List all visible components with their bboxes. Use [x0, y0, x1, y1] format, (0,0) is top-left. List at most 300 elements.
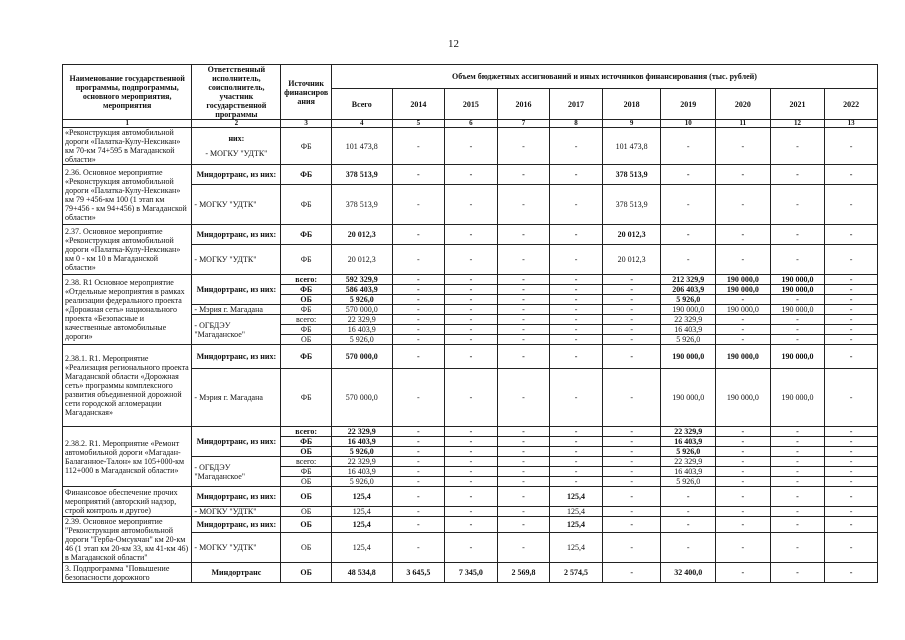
total-cell: 22 329,9	[331, 427, 392, 437]
year-value-cell: -	[392, 325, 445, 335]
year-value-cell: -	[445, 487, 498, 507]
executor-cell: - МОГКУ "УДТК"	[192, 245, 281, 275]
year-value-cell: -	[716, 295, 771, 305]
total-cell: 125,4	[331, 533, 392, 563]
table-row	[63, 275, 878, 285]
year-value-cell: -	[770, 507, 825, 517]
year-value-cell: -	[602, 563, 661, 583]
table-body	[63, 128, 878, 583]
year-value-cell: -	[497, 427, 550, 437]
year-value-cell: -	[770, 517, 825, 533]
executor-cell: - МОГКУ "УДТК"	[192, 533, 281, 563]
year-value-cell: -	[497, 487, 550, 507]
column-number: 5	[392, 120, 445, 128]
executor-cell: - Мэрия г. Магадана	[192, 305, 281, 315]
year-value-cell: -	[825, 437, 878, 447]
table-row	[63, 563, 878, 583]
column-numbers-row	[63, 120, 878, 128]
column-number: 4	[331, 120, 392, 128]
year-value-cell: -	[445, 369, 498, 427]
year-value-cell: 16 403,9	[661, 437, 716, 447]
source-cell: ФБ	[281, 345, 332, 369]
year-value-cell: -	[716, 225, 771, 245]
year-value-cell: -	[445, 305, 498, 315]
year-value-cell: -	[661, 225, 716, 245]
year-value-cell: 190 000,0	[716, 369, 771, 427]
source-cell: всего:	[281, 427, 332, 437]
year-value-cell: -	[445, 467, 498, 477]
year-value-cell: -	[825, 305, 878, 315]
year-value-cell: -	[825, 315, 878, 325]
year-value-cell: -	[825, 128, 878, 165]
year-value-cell: -	[770, 533, 825, 563]
source-cell: ФБ	[281, 128, 332, 165]
header-year: 2019	[661, 89, 716, 120]
executor-cell: - МОГКУ "УДТК"	[192, 185, 281, 225]
year-value-cell: -	[661, 517, 716, 533]
year-value-cell: -	[392, 467, 445, 477]
year-value-cell: -	[445, 315, 498, 325]
year-value-cell: 2 569,8	[497, 563, 550, 583]
total-cell: 20 012,3	[331, 225, 392, 245]
year-value-cell: -	[392, 315, 445, 325]
table-row	[63, 517, 878, 533]
total-cell: 125,4	[331, 507, 392, 517]
table-row	[63, 225, 878, 245]
year-value-cell: -	[602, 285, 661, 295]
year-value-cell: -	[445, 128, 498, 165]
year-value-cell: -	[661, 533, 716, 563]
year-value-cell: -	[770, 447, 825, 457]
year-value-cell: -	[497, 437, 550, 447]
year-value-cell: -	[602, 295, 661, 305]
table-row	[63, 165, 878, 185]
year-value-cell: -	[550, 447, 603, 457]
year-value-cell: -	[825, 477, 878, 487]
year-value-cell: -	[825, 225, 878, 245]
year-value-cell: -	[825, 285, 878, 295]
year-value-cell: -	[716, 487, 771, 507]
source-cell: ФБ	[281, 467, 332, 477]
year-value-cell: -	[770, 295, 825, 305]
year-value-cell: 5 926,0	[661, 447, 716, 457]
executor-cell: - ОГБДЭУ "Магаданское"	[192, 315, 281, 345]
year-value-cell: -	[497, 369, 550, 427]
year-value-cell: -	[716, 437, 771, 447]
executor-cell: Миндортранс, из них:	[192, 345, 281, 369]
year-value-cell: -	[550, 275, 603, 285]
year-value-cell: 5 926,0	[661, 477, 716, 487]
header-volume: Объем бюджетных ассигнований и иных источников финансирования (тыс. рублей)	[331, 65, 877, 89]
year-value-cell: -	[825, 457, 878, 467]
header-year: 2018	[602, 89, 661, 120]
year-value-cell: 190 000,0	[716, 345, 771, 369]
year-value-cell: -	[445, 295, 498, 305]
executor-cell: - ОГБДЭУ "Магаданское"	[192, 457, 281, 487]
source-cell: ФБ	[281, 369, 332, 427]
year-value-cell: -	[550, 427, 603, 437]
column-number: 9	[602, 120, 661, 128]
header-year: 2016	[497, 89, 550, 120]
year-value-cell: -	[716, 325, 771, 335]
year-value-cell: -	[716, 315, 771, 325]
year-value-cell: -	[392, 165, 445, 185]
total-cell: 378 513,9	[331, 185, 392, 225]
total-cell: 125,4	[331, 487, 392, 507]
source-cell: ОБ	[281, 487, 332, 507]
executor-cell: Миндортранс, из них:	[192, 225, 281, 245]
year-value-cell: -	[445, 245, 498, 275]
executor-cell: Миндортранс, из них:	[192, 427, 281, 457]
budget-table	[62, 64, 878, 583]
table-row	[63, 427, 878, 437]
year-value-cell: -	[716, 477, 771, 487]
year-value-cell: -	[825, 487, 878, 507]
year-value-cell: -	[497, 305, 550, 315]
year-value-cell: -	[602, 477, 661, 487]
year-value-cell: -	[825, 185, 878, 225]
year-value-cell: -	[497, 295, 550, 305]
year-value-cell: -	[550, 305, 603, 315]
year-value-cell: 190 000,0	[770, 285, 825, 295]
year-value-cell: -	[550, 457, 603, 467]
year-value-cell: -	[550, 165, 603, 185]
year-value-cell: 125,4	[550, 517, 603, 533]
column-number: 7	[497, 120, 550, 128]
year-value-cell: -	[550, 245, 603, 275]
executor-line: них:	[228, 134, 245, 143]
year-value-cell: 22 329,9	[661, 427, 716, 437]
source-cell: ФБ	[281, 325, 332, 335]
executor-line: - МОГКУ "УДТК"	[205, 149, 268, 158]
header-source: Источник финансиров ания	[281, 65, 332, 120]
year-value-cell: -	[716, 507, 771, 517]
program-name-cell: 2.38.1. R1. Мероприятие «Реализация регионального проекта Магаданской области «Дорожная сеть» программы комплексного развития объединенной дорожной сети городской агломерации Магаданская»	[63, 345, 192, 427]
total-cell: 5 926,0	[331, 335, 392, 345]
total-cell: 125,4	[331, 517, 392, 533]
source-cell: ОБ	[281, 563, 332, 583]
year-value-cell: -	[392, 185, 445, 225]
header-name: Наименование государственной программы, подпрограммы, основного мероприятия, мероприятия	[63, 65, 192, 120]
total-cell: 570 000,0	[331, 345, 392, 369]
year-value-cell: -	[445, 427, 498, 437]
year-value-cell: 190 000,0	[770, 275, 825, 285]
year-value-cell: -	[445, 457, 498, 467]
header-year: 2020	[716, 89, 771, 120]
year-value-cell: -	[497, 225, 550, 245]
year-value-cell: -	[392, 437, 445, 447]
year-value-cell: -	[770, 437, 825, 447]
year-value-cell: -	[445, 285, 498, 295]
year-value-cell: -	[602, 447, 661, 457]
year-value-cell: -	[770, 185, 825, 225]
year-value-cell: -	[497, 245, 550, 275]
year-value-cell: 3 645,5	[392, 563, 445, 583]
total-cell: 16 403,9	[331, 437, 392, 447]
year-value-cell: 16 403,9	[661, 467, 716, 477]
year-value-cell: -	[445, 225, 498, 245]
year-value-cell: -	[550, 285, 603, 295]
year-value-cell: -	[497, 345, 550, 369]
source-cell: ФБ	[281, 437, 332, 447]
total-cell: 22 329,9	[331, 457, 392, 467]
year-value-cell: -	[392, 275, 445, 285]
total-cell: 5 926,0	[331, 447, 392, 457]
source-cell: ФБ	[281, 185, 332, 225]
year-value-cell: -	[825, 325, 878, 335]
year-value-cell: -	[825, 369, 878, 427]
year-value-cell: 190 000,0	[661, 305, 716, 315]
source-cell: всего:	[281, 315, 332, 325]
column-number: 8	[550, 120, 603, 128]
year-value-cell: 5 926,0	[661, 335, 716, 345]
year-value-cell: -	[550, 225, 603, 245]
year-value-cell: -	[770, 467, 825, 477]
year-value-cell: -	[716, 467, 771, 477]
year-value-cell: -	[497, 315, 550, 325]
total-cell: 586 403,9	[331, 285, 392, 295]
column-number: 11	[716, 120, 771, 128]
year-value-cell: -	[550, 369, 603, 427]
year-value-cell: -	[497, 533, 550, 563]
year-value-cell: -	[392, 427, 445, 437]
column-number: 1	[63, 120, 192, 128]
year-value-cell: -	[497, 457, 550, 467]
year-value-cell: -	[602, 517, 661, 533]
year-value-cell: 5 926,0	[661, 295, 716, 305]
year-value-cell: -	[497, 325, 550, 335]
year-value-cell: 2 574,5	[550, 563, 603, 583]
year-value-cell: -	[602, 467, 661, 477]
total-cell: 378 513,9	[331, 165, 392, 185]
source-cell: всего:	[281, 457, 332, 467]
year-value-cell: -	[392, 295, 445, 305]
year-value-cell: -	[392, 245, 445, 275]
source-cell: ФБ	[281, 245, 332, 275]
year-value-cell: 190 000,0	[661, 369, 716, 427]
executor-cell: - Мэрия г. Магадана	[192, 369, 281, 427]
year-value-cell: 190 000,0	[770, 305, 825, 315]
source-cell: всего:	[281, 275, 332, 285]
year-value-cell: -	[392, 305, 445, 315]
program-name-cell: «Реконструкция автомобильной дороги «Палатка-Кулу-Нексикан» км 70-км 74+595 в Магаданской области»	[63, 128, 192, 165]
year-value-cell: -	[825, 507, 878, 517]
program-name-cell: 3. Подпрограмма "Повышение безопасности дорожного	[63, 563, 192, 583]
year-value-cell: -	[497, 128, 550, 165]
total-cell: 5 926,0	[331, 477, 392, 487]
column-number: 12	[770, 120, 825, 128]
year-value-cell: -	[825, 563, 878, 583]
year-value-cell: 190 000,0	[770, 369, 825, 427]
year-value-cell: -	[602, 345, 661, 369]
executor-cell: Миндортранс, из них:	[192, 165, 281, 185]
total-cell: 48 534,8	[331, 563, 392, 583]
year-value-cell: -	[770, 335, 825, 345]
year-value-cell: 190 000,0	[716, 275, 771, 285]
year-value-cell: -	[716, 563, 771, 583]
year-value-cell: 125,4	[550, 507, 603, 517]
year-value-cell: -	[602, 533, 661, 563]
header-year: 2017	[550, 89, 603, 120]
executor-cell	[192, 128, 281, 165]
total-cell: 16 403,9	[331, 325, 392, 335]
year-value-cell: -	[661, 165, 716, 185]
year-value-cell: -	[716, 185, 771, 225]
year-value-cell: -	[550, 335, 603, 345]
year-value-cell: -	[392, 128, 445, 165]
year-value-cell: -	[445, 345, 498, 369]
program-name-cell: 2.39. Основное мероприятие "Реконструкция автомобильной дороги "Герба-Омсукчан" км 20-км 46 (1 этап км 20-км 33, км 41-км 46) в Магаданской области"	[63, 517, 192, 563]
total-cell: 22 329,9	[331, 315, 392, 325]
year-value-cell: -	[825, 427, 878, 437]
year-value-cell: -	[602, 369, 661, 427]
source-cell: ОБ	[281, 517, 332, 533]
year-value-cell: 101 473,8	[602, 128, 661, 165]
year-value-cell: -	[602, 427, 661, 437]
header-year: 2021	[770, 89, 825, 120]
source-cell: ФБ	[281, 165, 332, 185]
year-value-cell: -	[497, 477, 550, 487]
year-value-cell: -	[392, 285, 445, 295]
page-number: 12	[448, 38, 459, 50]
year-value-cell: 190 000,0	[716, 305, 771, 315]
year-value-cell: -	[497, 335, 550, 345]
year-value-cell: -	[392, 457, 445, 467]
source-cell: ОБ	[281, 507, 332, 517]
year-value-cell: -	[445, 165, 498, 185]
total-cell: 570 000,0	[331, 305, 392, 315]
year-value-cell: -	[770, 315, 825, 325]
year-value-cell: 125,4	[550, 487, 603, 507]
year-value-cell: -	[497, 507, 550, 517]
year-value-cell: -	[550, 128, 603, 165]
program-name-cell: 2.37. Основное мероприятие «Реконструкция автомобильной дороги «Палатка-Кулу-Нексикан» км 0 - км 10 в Магаданской области»	[63, 225, 192, 275]
year-value-cell: 206 403,9	[661, 285, 716, 295]
column-number: 13	[825, 120, 878, 128]
executor-cell: Миндортранс, из них:	[192, 487, 281, 507]
year-value-cell: -	[770, 457, 825, 467]
year-value-cell: -	[825, 275, 878, 285]
year-value-cell: -	[392, 225, 445, 245]
year-value-cell: -	[661, 507, 716, 517]
year-value-cell: -	[497, 285, 550, 295]
total-cell: 101 473,8	[331, 128, 392, 165]
header-year: 2014	[392, 89, 445, 120]
year-value-cell: -	[497, 467, 550, 477]
year-value-cell: -	[497, 165, 550, 185]
year-value-cell: -	[392, 477, 445, 487]
year-value-cell: -	[602, 325, 661, 335]
year-value-cell: -	[392, 507, 445, 517]
year-value-cell: -	[445, 185, 498, 225]
year-value-cell: -	[716, 128, 771, 165]
year-value-cell: -	[392, 533, 445, 563]
year-value-cell: 125,4	[550, 533, 603, 563]
source-cell: ОБ	[281, 335, 332, 345]
year-value-cell: -	[716, 457, 771, 467]
total-cell: 20 012,3	[331, 245, 392, 275]
executor-cell: Миндортранс, из них:	[192, 517, 281, 533]
year-value-cell: 190 000,0	[661, 345, 716, 369]
year-value-cell: -	[392, 447, 445, 457]
year-value-cell: -	[392, 369, 445, 427]
year-value-cell: -	[825, 295, 878, 305]
year-value-cell: -	[497, 447, 550, 457]
year-value-cell: -	[602, 275, 661, 285]
table-row	[63, 487, 878, 507]
year-value-cell: 190 000,0	[770, 345, 825, 369]
year-value-cell: -	[445, 275, 498, 285]
executor-cell: Миндортранс, из них:	[192, 275, 281, 305]
year-value-cell: -	[602, 457, 661, 467]
header-year: 2022	[825, 89, 878, 120]
year-value-cell: -	[550, 295, 603, 305]
year-value-cell: -	[716, 427, 771, 437]
year-value-cell: 32 400,0	[661, 563, 716, 583]
year-value-cell: -	[825, 447, 878, 457]
program-name-cell: Финансовое обеспечение прочих мероприятий (авторский надзор, строй контроль и другое)	[63, 487, 192, 517]
year-value-cell: -	[770, 225, 825, 245]
column-number: 2	[192, 120, 281, 128]
year-value-cell: -	[716, 533, 771, 563]
year-value-cell: -	[661, 185, 716, 225]
total-cell: 570 000,0	[331, 369, 392, 427]
year-value-cell: -	[550, 185, 603, 225]
year-value-cell: 20 012,3	[602, 225, 661, 245]
year-value-cell: -	[550, 477, 603, 487]
year-value-cell: -	[661, 487, 716, 507]
source-cell: ФБ	[281, 305, 332, 315]
source-cell: ОБ	[281, 477, 332, 487]
program-name-cell: 2.38.2. R1. Мероприятие «Ремонт автомобильной дороги «Магадан-Балаганное-Талон» км 105+000-км 112+000 в Магаданской области»	[63, 427, 192, 487]
year-value-cell: -	[770, 427, 825, 437]
year-value-cell: -	[445, 533, 498, 563]
year-value-cell: -	[825, 467, 878, 477]
year-value-cell: -	[497, 275, 550, 285]
year-value-cell: -	[445, 517, 498, 533]
year-value-cell: -	[716, 165, 771, 185]
year-value-cell: 16 403,9	[661, 325, 716, 335]
year-value-cell: -	[716, 447, 771, 457]
year-value-cell: -	[445, 507, 498, 517]
year-value-cell: 378 513,9	[602, 185, 661, 225]
year-value-cell: -	[550, 345, 603, 369]
year-value-cell: 378 513,9	[602, 165, 661, 185]
year-value-cell: 190 000,0	[716, 285, 771, 295]
year-value-cell: -	[770, 245, 825, 275]
total-cell: 592 329,9	[331, 275, 392, 285]
header-executor: Ответственный исполнитель, соисполнитель, участник государственной программы	[192, 65, 281, 120]
header-year: 2015	[445, 89, 498, 120]
year-value-cell: -	[770, 325, 825, 335]
year-value-cell: -	[716, 517, 771, 533]
year-value-cell: -	[497, 185, 550, 225]
year-value-cell: -	[445, 437, 498, 447]
column-number: 6	[445, 120, 498, 128]
year-value-cell: -	[770, 477, 825, 487]
year-value-cell: -	[661, 245, 716, 275]
year-value-cell: -	[716, 335, 771, 345]
column-number: 3	[281, 120, 332, 128]
year-value-cell: -	[602, 335, 661, 345]
year-value-cell: -	[497, 517, 550, 533]
year-value-cell: -	[716, 245, 771, 275]
year-value-cell: -	[550, 315, 603, 325]
year-value-cell: 22 329,9	[661, 315, 716, 325]
year-value-cell: -	[445, 477, 498, 487]
year-value-cell: -	[445, 335, 498, 345]
year-value-cell: 22 329,9	[661, 457, 716, 467]
